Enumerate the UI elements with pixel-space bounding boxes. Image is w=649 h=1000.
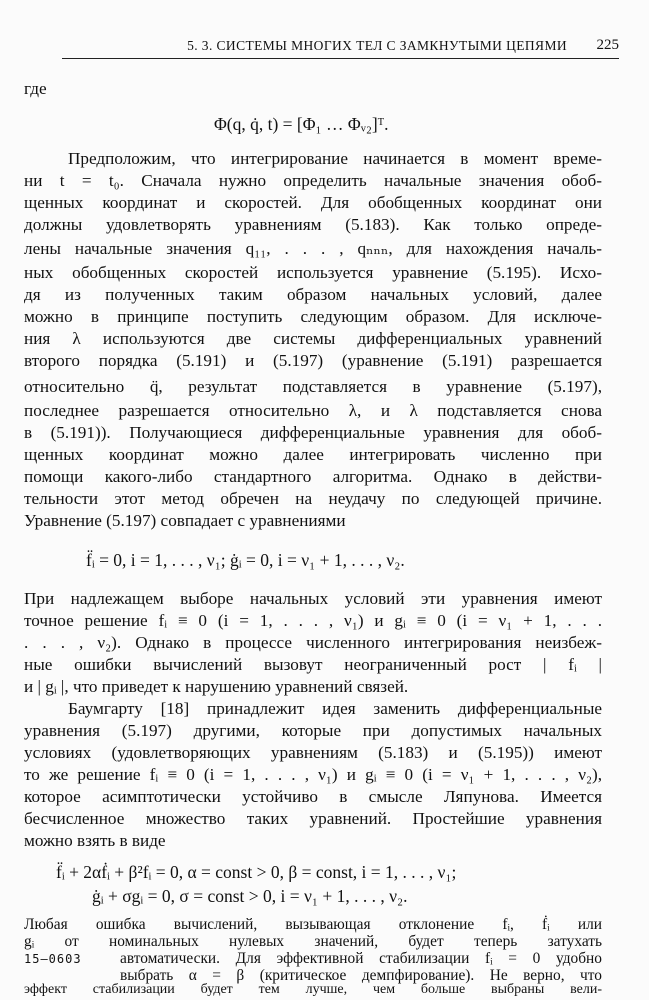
intro-word: где [24,79,47,98]
text-line: относительно q̈, результат подставляется в уравнение (5.197), [24,377,602,396]
signature-mark: 15–0603 [24,952,82,966]
text-line: уравнения (5.197) другими, которые при допустимых начальных [24,721,602,740]
text-line: выбрать α = β (критическое демпфирование). Не верно, что [120,967,602,984]
text-line: условиях (удовлетворяющих уравнениям (5.183) и (5.195)) имеют [24,743,602,762]
section-title: 5. 3. СИСТЕМЫ МНОГИХ ТЕЛ С ЗАМКНУТЫМИ ЦЕПЯМИ [187,38,567,53]
text-line: можно в принципе поступить следующим образом. Для исключе- [24,307,602,326]
text-line: эффект стабилизации будет тем лучше, чем больше выбраны вели- [24,982,602,997]
text-line: помощи какого-либо стандартного алгоритма. Однако в действи- [24,467,602,486]
text-line: ни t = t₀. Сначала нужно определить начальные значения обоб- [24,171,602,190]
text-line: последнее разрешается относительно λ, и λ подставляется снова [24,401,602,420]
equation-phi: Φ(q, q̇, t) = [Φ₁ … Φᵥ₂]ᵀ. [214,114,389,134]
text-line: в (5.191)). Получающиеся дифференциальные уравнения для обоб- [24,423,602,442]
equation-stabilization-f: f̈ᵢ + 2αḟᵢ + β²fᵢ = 0, α = const > 0, β = const, i = 1, . . . , ν₁; [56,862,457,882]
text-line: щенных координат можно далее интегрировать численно при [24,445,602,464]
text-line: лены начальные значения q₁₁, . . . , qₙₙₙ, для нахождения началь- [24,239,602,258]
equation-stabilization-g: ġᵢ + σgᵢ = 0, σ = const > 0, i = ν₁ + 1, . . . , ν₂. [92,886,408,906]
text-line: должны удовлетворять уравнениям (5.183). Как только опреде- [24,215,602,234]
text-line: ных обобщенных скоростей используется уравнение (5.195). Исхо- [24,263,602,282]
text-line: тельности этот метод обречен на неудачу по следующей причине. [24,489,602,508]
text-line: второго порядка (5.191) и (5.197) (уравнение (5.191) разрешается [24,351,602,370]
text-line: то же решение fᵢ ≡ 0 (i = 1, . . . , ν₁) и gᵢ ≡ 0 (i = ν₁ + 1, . . . , ν₂), [24,765,602,784]
text-line: Уравнение (5.197) совпадает с уравнениями [24,511,346,530]
text-line: ные ошибки вычислений вызовут неограниченный рост | fᵢ | [24,655,602,674]
running-header [62,38,619,59]
text-line: можно взять в виде [24,831,166,850]
text-line: и | gᵢ |, что приведет к нарушению уравнений связей. [24,677,409,696]
text-line: бесчисленное множество таких уравнений. Простейшие уравнения [24,809,602,828]
text-line: ния λ используются две системы дифференциальных уравнений [24,329,602,348]
text-line: автоматически. Для эффективной стабилизации fᵢ = 0 удобно [120,950,602,967]
text-line: дя из полученных таким образом начальных условий, далее [24,285,602,304]
text-line: которое асимптотически устойчиво в смысле Ляпунова. Имеется [24,787,602,806]
text-line: щенных координат и скоростей. Для обобщенных координат они [24,193,602,212]
equation-fg: f̈ᵢ = 0, i = 1, . . . , ν₁; ġᵢ = 0, i = ν₁ + 1, . . . , ν₂. [86,550,405,570]
text-line: . . . , ν₂). Однако в процессе численного интегрирования неизбеж- [24,633,602,652]
text-line: точное решение fᵢ ≡ 0 (i = 1, . . . , ν₁) и gᵢ ≡ 0 (i = ν₁ + 1, . . . [24,611,602,630]
text-line: Баумгарту [18] принадлежит идея заменить дифференциальные [68,699,602,718]
text-line: Любая ошибка вычислений, вызывающая отклонение fᵢ, ḟᵢ или [24,916,602,933]
text-line: gᵢ от номинальных нулевых значений, будет теперь затухать [24,933,602,950]
text-line: При надлежащем выборе начальных условий эти уравнения имеют [24,589,602,608]
page-number: 225 [596,37,619,53]
text-line: Предположим, что интегрирование начинается в момент време- [68,149,602,168]
